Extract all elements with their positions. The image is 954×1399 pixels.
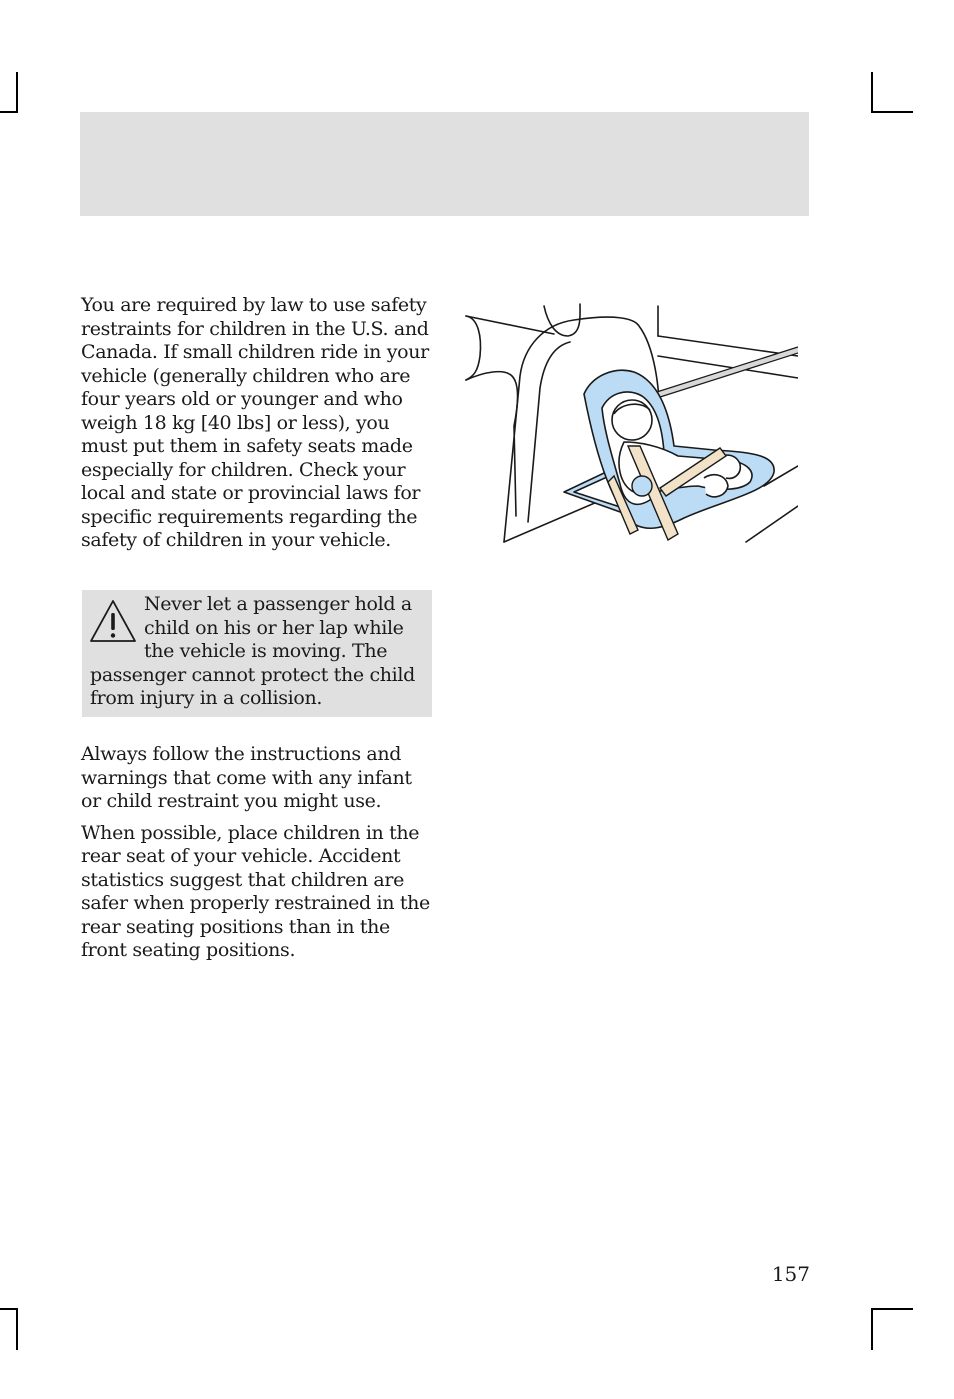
paragraph-instructions: Always follow the instructions and warnings that come with any infant or child restraint you might use. <box>81 743 412 812</box>
crop-mark-bottom-left <box>16 1308 18 1350</box>
infant-seat-illustration <box>464 296 798 546</box>
crop-mark-top-left <box>0 111 18 113</box>
crop-mark-top-right <box>871 72 873 112</box>
crop-mark-top-right <box>871 111 913 113</box>
intro-paragraph: You are required by law to use safety restraints for children in the U.S. and Canada. If small children ride in your vehicle (generally children who are four years old or younger and who weigh 18 kg [40 lbs] or less), you must put them in safety seats made especially for children. Check your local and state or provincial laws for specific requirements regarding the safety of children in your vehicle. <box>81 294 429 551</box>
crop-mark-bottom-right <box>871 1308 873 1350</box>
crop-mark-bottom-right <box>871 1308 913 1310</box>
header-band <box>80 112 809 216</box>
paragraph-rear-seat: When possible, place children in the rear seat of your vehicle. Accident statistics suggest that children are safer when properly restrained in the rear seating positions than in the front seating positions. <box>81 821 430 961</box>
warning-text: Never let a passenger hold a child on his or her lap while the vehicle is moving. The passenger cannot protect the child from injury in a collision. <box>90 593 415 709</box>
warning-triangle-icon <box>88 597 138 645</box>
page-number: 157 <box>771 1262 810 1286</box>
intro-text-block <box>81 294 433 561</box>
body-text-block <box>81 743 433 971</box>
warning-box <box>82 590 432 717</box>
crop-mark-top-left <box>16 72 18 112</box>
